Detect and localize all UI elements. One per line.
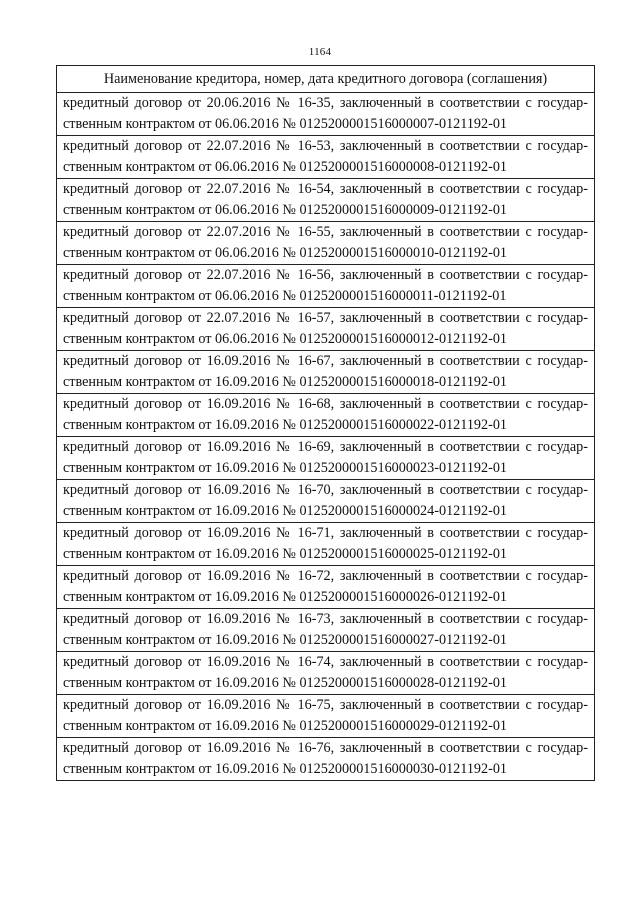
table-header-row	[57, 66, 595, 93]
table-cell	[57, 566, 595, 609]
table-row	[57, 609, 595, 652]
row-line-2: ственным контрактом от 16.09.2016 № 0125200001516000027-0121192-01	[63, 632, 508, 648]
table-cell	[57, 265, 595, 308]
table-row	[57, 179, 595, 222]
table-cell	[57, 93, 595, 136]
table-row	[57, 265, 595, 308]
table-row	[57, 566, 595, 609]
table-cell	[57, 222, 595, 265]
table-row	[57, 308, 595, 351]
table-row	[57, 738, 595, 781]
row-line-2: ственным контрактом от 06.06.2016 № 0125200001516000010-0121192-01	[63, 245, 508, 261]
row-line-2: ственным контрактом от 16.09.2016 № 0125200001516000026-0121192-01	[63, 589, 508, 605]
table-cell	[57, 695, 595, 738]
table-row	[57, 351, 595, 394]
table-cell	[57, 179, 595, 222]
table-row	[57, 136, 595, 179]
table-cell	[57, 136, 595, 179]
row-line-2: ственным контрактом от 16.09.2016 № 0125200001516000023-0121192-01	[63, 460, 508, 476]
row-line-1: кредитный договор от 20.06.2016 № 16-35, заключенный в соответствии с государ-	[63, 95, 588, 111]
row-line-1: кредитный договор от 22.07.2016 № 16-56, заключенный в соответствии с государ-	[63, 267, 588, 283]
table-cell	[57, 652, 595, 695]
table-cell	[57, 523, 595, 566]
table-cell	[57, 394, 595, 437]
table-header-cell: Наименование кредитора, номер, дата кредитного договора (соглашения)	[57, 66, 595, 93]
table-row	[57, 523, 595, 566]
table-row	[57, 93, 595, 136]
table-row	[57, 695, 595, 738]
row-line-1: кредитный договор от 16.09.2016 № 16-72, заключенный в соответствии с государ-	[63, 568, 588, 584]
row-line-1: кредитный договор от 22.07.2016 № 16-57, заключенный в соответствии с государ-	[63, 310, 588, 326]
row-line-1: кредитный договор от 22.07.2016 № 16-53, заключенный в соответствии с государ-	[63, 138, 588, 154]
table-cell	[57, 738, 595, 781]
row-line-1: кредитный договор от 16.09.2016 № 16-73, заключенный в соответствии с государ-	[63, 611, 588, 627]
row-line-1: кредитный договор от 16.09.2016 № 16-68, заключенный в соответствии с государ-	[63, 396, 588, 412]
page-number: 1164	[308, 46, 332, 58]
row-line-1: кредитный договор от 16.09.2016 № 16-69, заключенный в соответствии с государ-	[63, 439, 588, 455]
credit-agreements-table	[56, 65, 595, 781]
row-line-2: ственным контрактом от 06.06.2016 № 0125200001516000009-0121192-01	[63, 202, 508, 218]
table-cell	[57, 480, 595, 523]
row-line-2: ственным контрактом от 06.06.2016 № 0125200001516000012-0121192-01	[63, 331, 508, 347]
table-row	[57, 222, 595, 265]
row-line-1: кредитный договор от 16.09.2016 № 16-67, заключенный в соответствии с государ-	[63, 353, 588, 369]
table-row	[57, 480, 595, 523]
table-row	[57, 652, 595, 695]
row-line-1: кредитный договор от 16.09.2016 № 16-71, заключенный в соответствии с государ-	[63, 525, 588, 541]
row-line-1: кредитный договор от 16.09.2016 № 16-74, заключенный в соответствии с государ-	[63, 654, 588, 670]
row-line-1: кредитный договор от 22.07.2016 № 16-54, заключенный в соответствии с государ-	[63, 181, 588, 197]
table-row	[57, 437, 595, 480]
row-line-2: ственным контрактом от 16.09.2016 № 0125200001516000029-0121192-01	[63, 718, 508, 734]
row-line-2: ственным контрактом от 16.09.2016 № 0125200001516000025-0121192-01	[63, 546, 508, 562]
row-line-1: кредитный договор от 16.09.2016 № 16-75, заключенный в соответствии с государ-	[63, 697, 588, 713]
table-cell	[57, 437, 595, 480]
row-line-2: ственным контрактом от 06.06.2016 № 0125200001516000008-0121192-01	[63, 159, 508, 175]
row-line-2: ственным контрактом от 16.09.2016 № 0125200001516000024-0121192-01	[63, 503, 508, 519]
table-row	[57, 394, 595, 437]
row-line-2: ственным контрактом от 16.09.2016 № 0125200001516000018-0121192-01	[63, 374, 508, 390]
table-cell	[57, 609, 595, 652]
row-line-2: ственным контрактом от 16.09.2016 № 0125200001516000022-0121192-01	[63, 417, 508, 433]
table-cell	[57, 351, 595, 394]
row-line-1: кредитный договор от 16.09.2016 № 16-76, заключенный в соответствии с государ-	[63, 740, 588, 756]
row-line-2: ственным контрактом от 16.09.2016 № 0125200001516000028-0121192-01	[63, 675, 508, 691]
row-line-2: ственным контрактом от 06.06.2016 № 0125200001516000011-0121192-01	[63, 288, 507, 304]
row-line-1: кредитный договор от 16.09.2016 № 16-70, заключенный в соответствии с государ-	[63, 482, 588, 498]
table-cell	[57, 308, 595, 351]
row-line-1: кредитный договор от 22.07.2016 № 16-55, заключенный в соответствии с государ-	[63, 224, 588, 240]
row-line-2: ственным контрактом от 06.06.2016 № 0125200001516000007-0121192-01	[63, 116, 508, 132]
row-line-2: ственным контрактом от 16.09.2016 № 0125200001516000030-0121192-01	[63, 761, 508, 777]
